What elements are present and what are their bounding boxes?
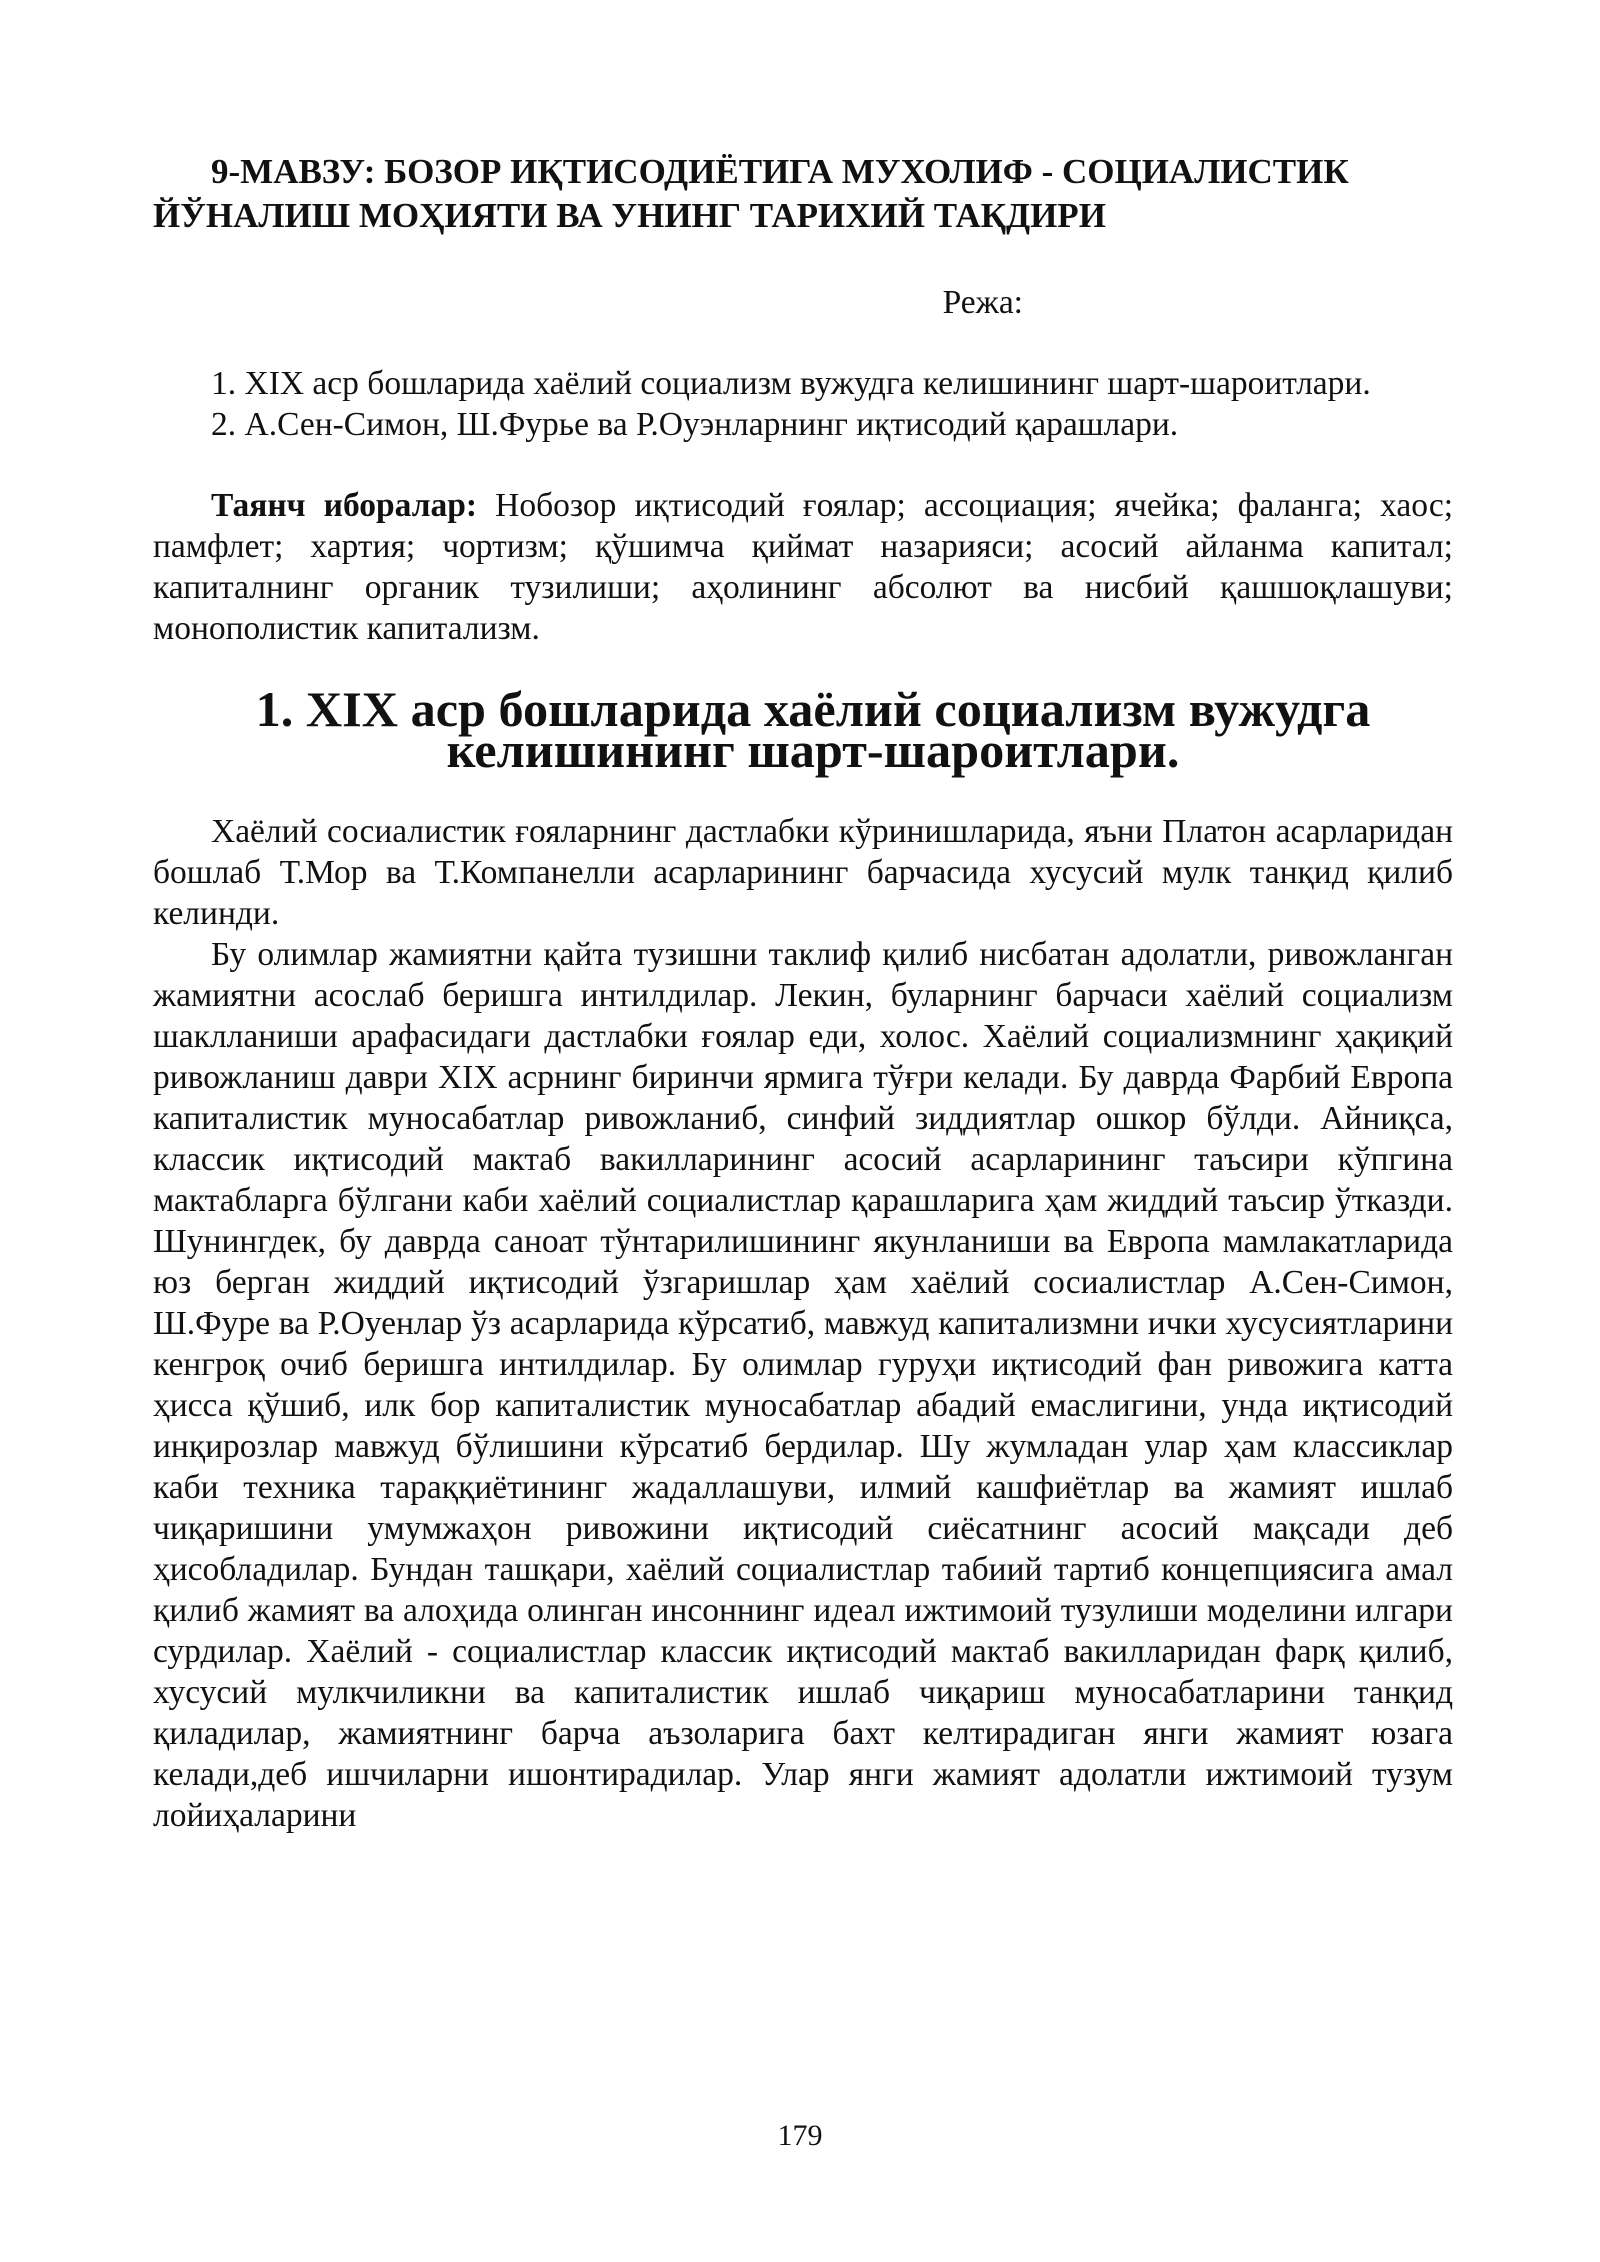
plan-label: Режа: bbox=[942, 284, 1023, 321]
body-paragraph-2: Бу олимлар жамиятни қайта тузишни таклиф қилиб нисбатан адолатли, ривожланган жамиятни асослаб беришга интилдилар. Лекин, буларнинг барчаси хаёлий социализм шаклланиши арафасидаги дастлабки ғоялар еди, холос. Хаёлий социализмнинг ҳақиқий ривожланиш даври XIX асрнинг биринчи ярмига тўғри келади. Бу даврда Фарбий Европа капиталистик муносабатлар ривожланиб, синфий зиддиятлар ошкор бўлди. Айниқса, классик иқтисодий мактаб вакилларининг асосий асарларининг таъсири кўпгина мактабларга бўлгани каби хаёлий социалистлар қарашларига ҳам жиддий таъсир ўтказди. Шунингдек, бу даврда саноат тўнтарилишининг якунланиши ва Европа мамлакатларида юз берган жиддий иқтисодий ўзгаришлар ҳам хаёлий сосиалистлар А.Сен-Симон, Ш.Фуре ва Р.Оуенлар ўз асарларида кўрсатиб, мавжуд капитализмни ички хусусиятларини кенгроқ очиб беришга интилдилар. Бу олимлар гуруҳи иқтисодий фан ривожига катта ҳисса қўшиб, илк бор капиталистик муносабатлар абадий емаслигини, унда иқтисодий инқирозлар мавжуд бўлишини кўрсатиб бердилар. Шу жумладан улар ҳам классиклар каби техника тараққиётининг жадаллашуви, илмий кашфиётлар ва жамият ишлаб чиқаришини умумжаҳон ривожини иқтисодий сиёсатнинг асосий мақсади деб ҳисобладилар. Бундан ташқари, хаёлий социалистлар табиий тартиб концепциясига амал қилиб жамият ва алоҳида олинган инсоннинг идеал ижтимоий тузулиши моделини илгари сурдилар. Хаёлий - социалистлар классик иқтисодий мактаб вакилларидан фарқ қилиб, хусусий мулкчиликни ва капиталистик ишлаб чиқариш муносабатларини танқид қиладилар, жамиятнинг барча аъзоларига бахт келтирадиган янги жамият юзага келади,деб ишчиларни ишонтирадилар. Улар янги жамият адолатли ижтимоий тузум лойиҳаларини bbox=[153, 936, 1453, 1834]
body-paragraph-1: Хаёлий сосиалистик ғояларнинг дастлабки кўринишларида, яъни Платон асарларидан бошлаб Т.Мор ва Т.Компанелли асарларининг барчасида хусусий мулк танқид қилиб келинди. bbox=[153, 813, 1453, 932]
plan-item-1: 1. XIX аср бошларида хаёлий социализм вужудга келишининг шарт-шароитлари. bbox=[211, 365, 1371, 402]
chapter-title-line-2: ЙЎНАЛИШ МОҲИЯТИ ВА УНИНГ ТАРИХИЙ ТАҚДИРИ bbox=[153, 196, 1106, 235]
section-title: 1. XIX аср бошларида хаёлий социализм вужудга келишининг шарт-шароитлари. bbox=[255, 681, 1371, 778]
keywords-text: Нобозор иқтисодий ғоялар; ассоциация; ячейка; фаланга; хаос; памфлет; хартия; чортизм; қўшимча қиймат назарияси; асосий айланма капитал; капиталнинг органик тузилиши; аҳолининг абсолют ва нисбий қашшоқлашуви; монополистик капитализм. bbox=[153, 487, 1453, 647]
chapter-title-line-1: 9-МАВЗУ: БОЗОР ИҚТИСОДИЁТИГА МУХОЛИФ - СОЦИАЛИСТИК bbox=[211, 152, 1349, 191]
keywords-paragraph bbox=[153, 485, 1453, 649]
plan-item-2: 2. А.Сен-Симон, Ш.Фурье ва Р.Оуэнларнинг иқтисодий қарашлари. bbox=[211, 406, 1179, 443]
keywords-label: Таянч иборалар: bbox=[211, 487, 478, 524]
page-number: 179 bbox=[777, 2119, 823, 2152]
plan-list bbox=[153, 363, 1453, 445]
chapter-title bbox=[153, 150, 1453, 238]
body-text bbox=[153, 811, 1453, 1836]
page bbox=[153, 140, 1453, 1836]
